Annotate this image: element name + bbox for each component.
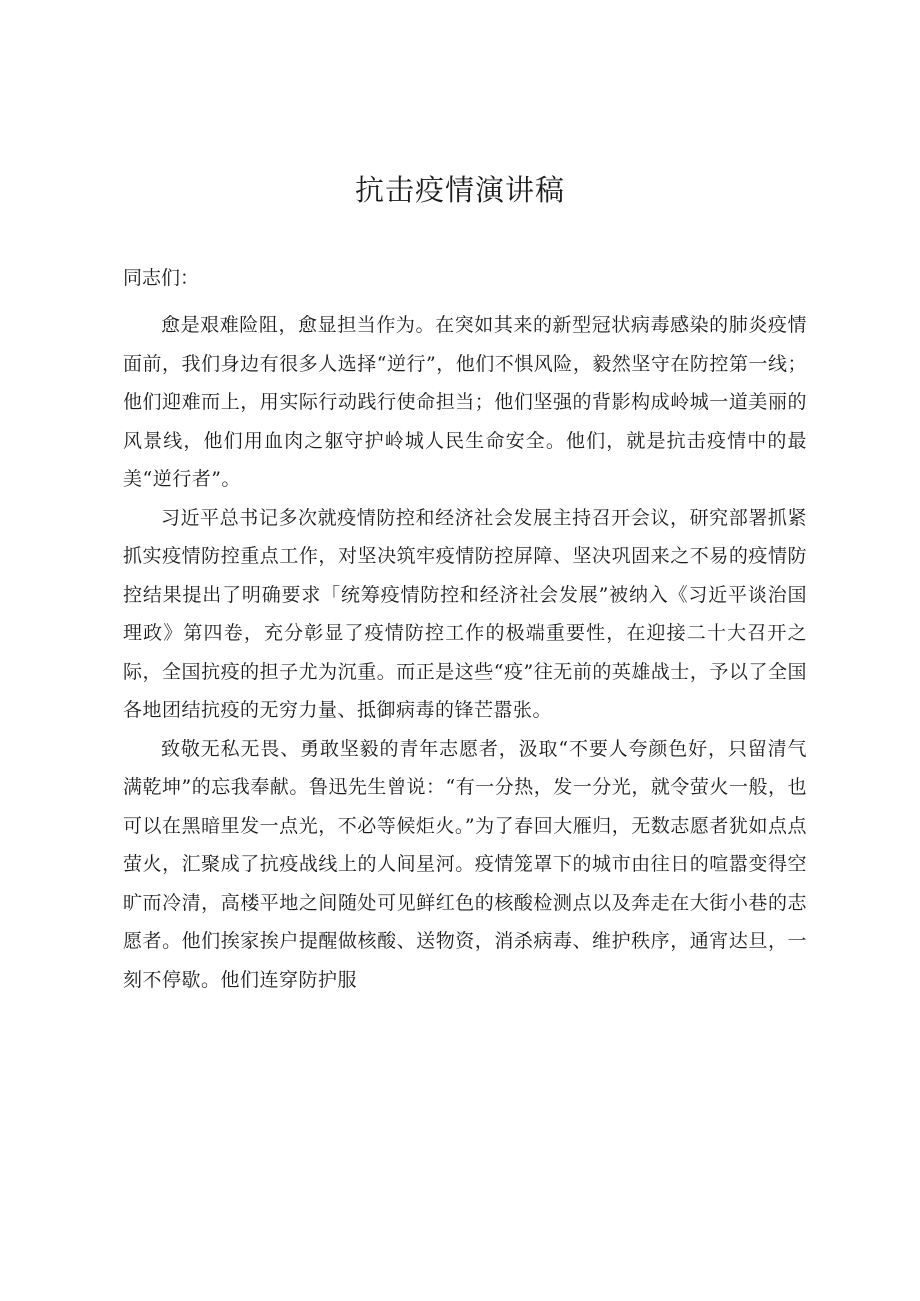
document-body — [123, 306, 807, 999]
paragraph-3: 致敬无私无畏、勇敢坚毅的青年志愿者，汲取“不要人夸颜色好，只留清气满乾坤”的忘我奉献。鲁迅先生曾说：“有一分热，发一分光，就令萤火一般，也可以在黑暗里发一点光，不必等候炬火。”为了春回大雁归，无数志愿者犹如点点萤火，汇聚成了抗疫战线上的人间星河。疫情笼罩下的城市由往日的喧嚣变得空旷而冷清，高楼平地之间随处可见鲜红色的核酸检测点以及奔走在大街小巷的志愿者。他们挨家挨户提醒做核酸、送物资，消杀病毒、维护秩序，通宵达旦，一刻不停歇。他们连穿防护服 — [123, 737, 807, 991]
paragraph-1: 愈是艰难险阻，愈显担当作为。在突如其来的新型冠状病毒感染的肺炎疫情面前，我们身边有很多人选择“逆行”，他们不惧风险，毅然坚守在防控第一线；他们迎难而上，用实际行动践行使命担当；他们坚强的背影构成岭城一道美丽的风景线，他们用血肉之躯守护岭城人民生命安全。他们，就是抗击疫情中的最美“逆行者”。 — [123, 314, 807, 490]
document-title: 抗击疫情演讲稿 — [354, 173, 565, 207]
paragraph-2: 习近平总书记多次就疫情防控和经济社会发展主持召开会议，研究部署抓紧抓实疫情防控重点工作，对坚决筑牢疫情防控屏障、坚决巩固来之不易的疫情防控结果提出了明确要求「统筹疫情防控和经济社会发展”被纳入《习近平谈治国理政》第四卷，充分彰显了疫情防控工作的极端重要性，在迎接二十大召开之际，全国抗疫的担子尤为沉重。而正是这些“疫”往无前的英雄战士，予以了全国各地团结抗疫的无穷力量、抵御病毒的锋芒嚣张。 — [123, 506, 807, 721]
salutation: 同志们： — [123, 267, 200, 289]
